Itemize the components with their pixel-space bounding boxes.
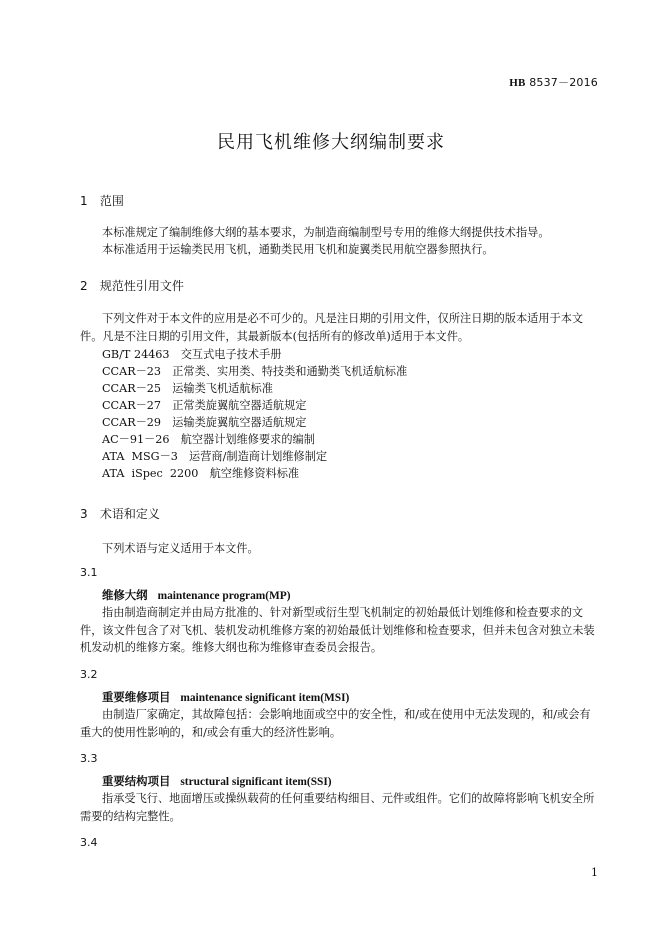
reference-item: CCAR－27 正常类旋翼航空器适航规定 xyxy=(102,399,307,412)
paragraph: 下列术语与定义适用于本文件。 xyxy=(102,542,259,555)
standard-number: 8537－2016 xyxy=(529,76,598,89)
section-number: 2 xyxy=(80,279,88,293)
clause-number: 3.4 xyxy=(80,836,98,849)
term-definition: 指由制造商制定并由局方批准的、针对新型或衍生型飞机制定的初始最低计划维修和检查要求的文件，该文件包含了对飞机、装机发动机维修方案的初始最低计划维修和检查要求，但并未包含对独立未装机发动机的维修方案。维修大纲也称为维修审查委员会报告。 xyxy=(80,606,595,654)
document-title: 民用飞机维修大纲编制要求 xyxy=(217,132,445,153)
page-number: 1 xyxy=(591,866,598,879)
clause-number: 3.3 xyxy=(80,752,98,765)
section-1-heading xyxy=(80,192,124,209)
term-cn: 重要维修项目 xyxy=(102,690,171,704)
reference-item: CCAR－25 运输类飞机适航标准 xyxy=(102,382,273,395)
standard-code-header xyxy=(509,74,598,90)
section-title: 规范性引用文件 xyxy=(99,279,184,293)
term-heading xyxy=(102,689,349,705)
section-title: 术语和定义 xyxy=(99,507,160,521)
term-definition: 指承受飞行、地面增压或操纵载荷的任何重要结构细目、元件或组件。它们的故障将影响飞机安全所需要的结构完整性。 xyxy=(80,792,595,823)
section-2-heading xyxy=(80,277,184,294)
reference-item: AC－91－26 航空器计划维修要求的编制 xyxy=(102,433,315,446)
section-title: 范围 xyxy=(99,194,124,208)
section-3-heading xyxy=(80,505,160,522)
term-cn: 重要结构项目 xyxy=(102,774,171,788)
term-cn: 维修大纲 xyxy=(102,588,148,602)
paragraph: 本标准适用于运输类民用飞机，通勤类民用飞机和旋翼类民用航空器参照执行。 xyxy=(102,243,494,256)
reference-item: CCAR－23 正常类、实用类、特技类和通勤类飞机适航标准 xyxy=(102,365,408,378)
term-en: structural significant item(SSI) xyxy=(180,776,332,788)
term-en: maintenance program(MP) xyxy=(157,590,291,602)
standard-prefix: HB xyxy=(509,77,526,89)
clause-number: 3.1 xyxy=(80,566,98,579)
section-number: 1 xyxy=(80,194,88,208)
term-en: maintenance significant item(MSI) xyxy=(180,692,350,704)
clause-number: 3.2 xyxy=(80,668,98,681)
paragraph: 本标准规定了编制维修大纲的基本要求，为制造商编制型号专用的维修大纲提供技术指导。 xyxy=(102,226,550,239)
reference-item: ATA iSpec 2200 航空维修资料标准 xyxy=(102,467,300,480)
term-definition: 由制造厂家确定，其故障包括：会影响地面或空中的安全性，和/或在使用中无法发现的，和/或会有重大的使用性影响的，和/或会有重大的经济性影响。 xyxy=(80,708,591,739)
reference-item: CCAR－29 运输类旋翼航空器适航规定 xyxy=(102,416,307,429)
section-number: 3 xyxy=(80,507,88,521)
reference-item: GB/T 24463 交互式电子技术手册 xyxy=(102,348,282,361)
reference-item: ATA MSG－3 运营商/制造商计划维修制定 xyxy=(102,450,328,463)
term-heading xyxy=(102,587,291,603)
paragraph: 下列文件对于本文件的应用是必不可少的。凡是注日期的引用文件，仅所注日期的版本适用于本文件。凡是不注日期的引用文件，其最新版本(包括所有的修改单)适用于本文件。 xyxy=(80,312,584,343)
term-heading xyxy=(102,773,332,789)
